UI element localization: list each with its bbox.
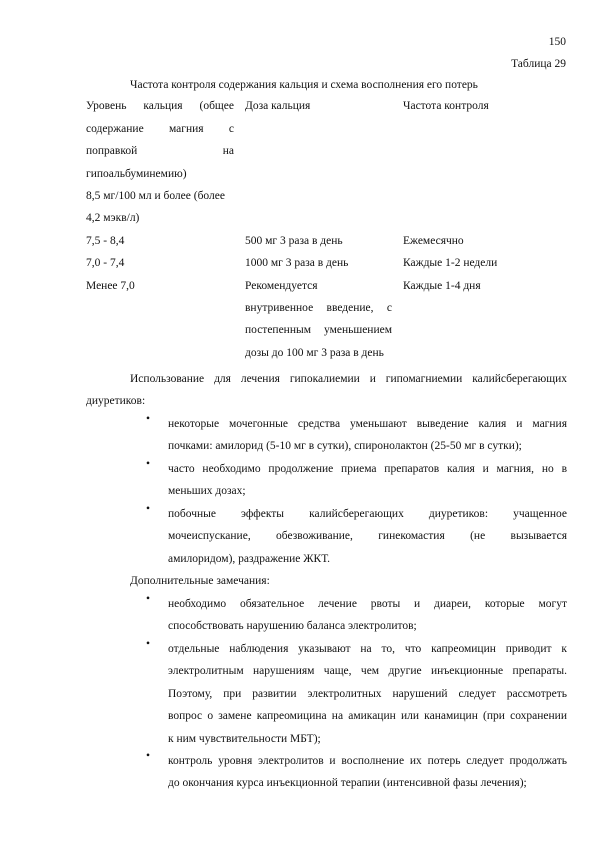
header-line: Уровень кальция (общее xyxy=(86,100,234,112)
bullet-item: контроль уровня электролитов и восполнение их потерь следует продолжать до окончания курса инъекционной терапии (интенсивной фазы лечения); xyxy=(168,755,567,790)
header-line: содержание магния с xyxy=(86,123,234,135)
bullet-item: необходимо обязательное лечение рвоты и диареи, которые могут способствовать нарушению баланса электролитов; xyxy=(168,598,567,633)
table-cell-dose: 500 мг 3 раза в день xyxy=(245,235,343,247)
bullet-item: часто необходимо продолжение приема препаратов калия и магния, но в меньших дозах; xyxy=(168,463,567,498)
header-line: поправкой на xyxy=(86,145,234,157)
table-header-dose: Доза кальция xyxy=(245,100,311,112)
header-line: гипоальбуминемию) xyxy=(86,168,187,180)
table-cell-dose: Рекомендуется xyxy=(245,280,318,292)
table-cell-level: Менее 7,0 xyxy=(86,280,135,292)
table-label: Таблица 29 xyxy=(511,58,566,70)
table-cell-frequency: Каждые 1-2 недели xyxy=(403,257,498,269)
table-cell-dose: 1000 мг 3 раза в день xyxy=(245,257,349,269)
paragraph-heading: Дополнительные замечания: xyxy=(130,575,270,587)
bullet-marker: • xyxy=(146,458,151,470)
paragraph-line: Использование для лечения гипокалиемии и гипомагниемии калийсберегающих xyxy=(130,373,567,385)
table-cell-level: 4,2 мэкв/л) xyxy=(86,212,140,224)
table-cell-dose: дозы до 100 мг 3 раза в день xyxy=(245,347,384,359)
bullet-marker: • xyxy=(146,593,151,605)
bullet-item: отдельные наблюдения указывают на то, что капреомицин приводит к электролитным нарушениям чаще, чем другие инъекционные препараты. Поэтому, при развитии электролитных нарушений следует рассмотреть вопрос о замене капреомицина на амикацин или канамицин (при сохранении к ним чувствительности МБТ); xyxy=(168,643,567,745)
table-cell-dose: постепенным уменьшением xyxy=(245,324,392,336)
table-cell-level: 7,5 - 8,4 xyxy=(86,235,125,247)
bullet-marker: • xyxy=(146,750,151,762)
table-title: Частота контроля содержания кальция и схема восполнения его потерь xyxy=(130,79,478,91)
table-cell-level: 7,0 - 7,4 xyxy=(86,257,125,269)
bullet-marker: • xyxy=(146,503,151,515)
table-header-frequency: Частота контроля xyxy=(403,100,489,112)
table-cell-frequency: Каждые 1-4 дня xyxy=(403,280,481,292)
table-cell-dose: внутривенное введение, с xyxy=(245,302,392,314)
bullet-item: некоторые мочегонные средства уменьшают выведение калия и магния почками: амилорид (5-10 мг в сутки), спиронолактон (25-50 мг в сутки); xyxy=(168,418,567,453)
bullet-marker: • xyxy=(146,413,151,425)
bullet-item: побочные эффекты калийсберегающих диуретиков: учащенное мочеиспускание, обезвоживание, гинекомастия (не вызывается амилоридом), раздражение ЖКТ. xyxy=(168,508,567,565)
page-number: 150 xyxy=(548,36,566,48)
paragraph-line: диуретиков: xyxy=(86,395,146,407)
table-cell-level: 8,5 мг/100 мл и более (более xyxy=(86,190,225,202)
bullet-marker: • xyxy=(146,638,151,650)
table-cell-frequency: Ежемесячно xyxy=(403,235,464,247)
